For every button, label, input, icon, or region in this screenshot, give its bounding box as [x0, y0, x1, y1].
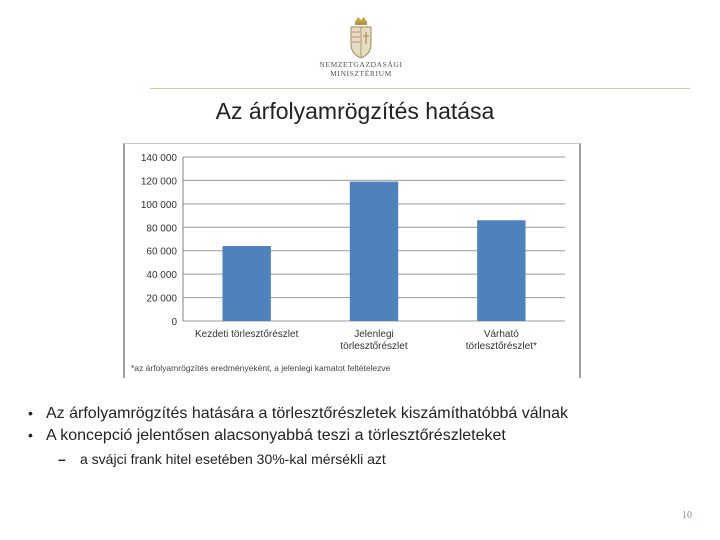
x-tick-label: törlesztőrészlet — [340, 341, 408, 352]
ministry-logo — [316, 14, 406, 84]
logo-line-2: MINISZTÉRIUM — [330, 69, 392, 78]
x-tick-label: Jelenlegi — [354, 329, 394, 340]
page-number: 10 — [682, 510, 692, 521]
sub-bullet-marker: – — [58, 451, 66, 467]
bar — [350, 182, 398, 321]
y-tick-label: 80 000 — [146, 223, 177, 235]
logo-line-1: NEMZETGAZDASÁGI — [319, 60, 403, 69]
y-tick-label: 20 000 — [146, 293, 177, 305]
x-tick-label: törlesztőrészlet* — [465, 341, 537, 352]
bullet-text: Az árfolyamrögzítés hatására a törlesztőrészletek kiszámíthatóbbá válnak — [46, 405, 569, 422]
x-tick-label: Kezdeti törlesztőrészlet — [194, 329, 299, 340]
coat-of-arms-icon — [346, 14, 376, 60]
bullet-item — [28, 427, 708, 445]
y-tick-label: 120 000 — [140, 176, 177, 188]
y-tick-label: 100 000 — [140, 199, 177, 211]
y-tick-label: 40 000 — [146, 270, 177, 282]
bar — [222, 246, 270, 321]
bullet-text: A koncepció jelentősen alacsonyabbá teszi a törlesztőrészleteket — [46, 427, 506, 444]
y-tick-label: 0 — [171, 317, 177, 328]
chart-footnote: *az árfolyamrögzítés eredményeként, a jelenlegi kamatot feltételezve — [131, 363, 391, 373]
sub-bullet-item — [58, 451, 708, 467]
bar-chart — [123, 143, 581, 378]
y-tick-label: 60 000 — [146, 246, 177, 258]
header-divider — [150, 88, 690, 89]
bullet-list — [28, 405, 708, 467]
bullet-marker: • — [28, 427, 33, 443]
bullet-marker: • — [28, 405, 33, 421]
y-tick-label: 140 000 — [140, 153, 177, 164]
slide-title: Az árfolyamrögzítés hatása — [215, 98, 495, 124]
bullet-item — [28, 405, 708, 423]
sub-bullet-text: a svájci frank hitel esetében 30%-kal mérsékli azt — [80, 451, 386, 467]
bar — [477, 220, 525, 321]
bar-chart-svg — [125, 144, 575, 378]
x-tick-label: Várható — [483, 329, 519, 340]
